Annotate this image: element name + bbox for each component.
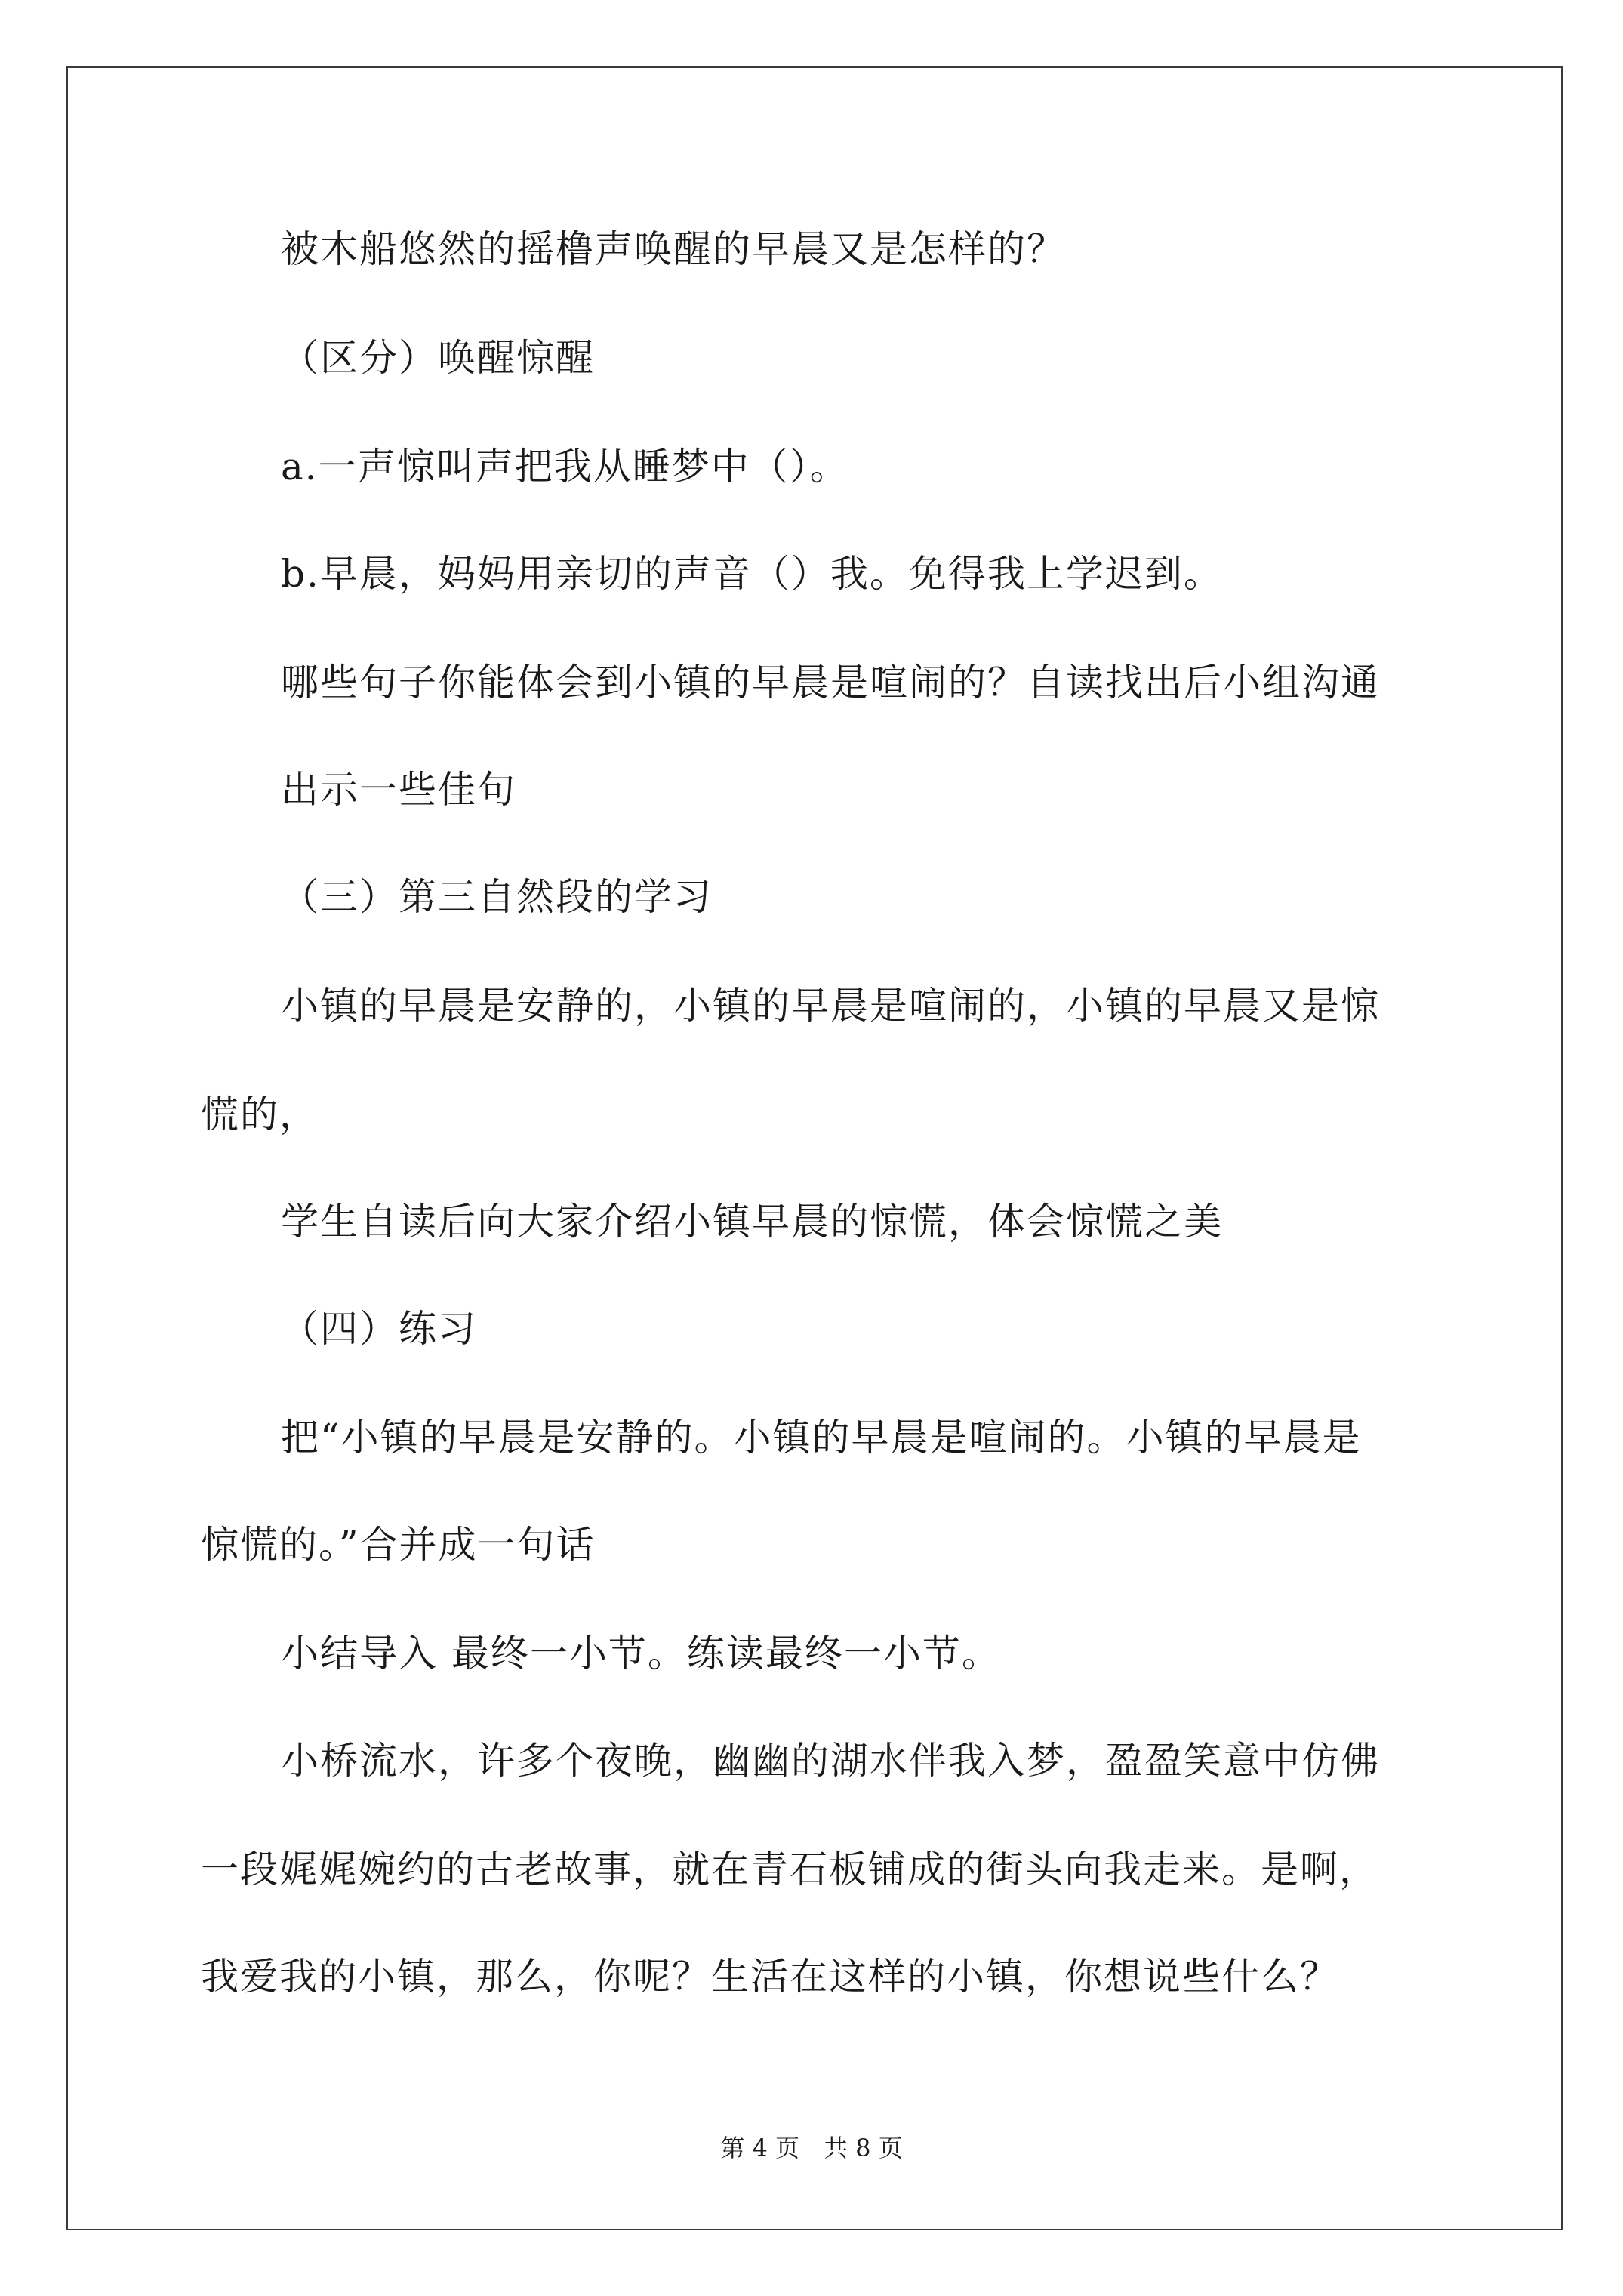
page-number-footer: 第 4 页 共 8 页 bbox=[720, 2134, 903, 2162]
paragraph-line: 被木船悠然的摇橹声唤醒的早晨又是怎样的？ bbox=[281, 227, 1066, 271]
paragraph-line: 小镇的早晨是安静的，小镇的早晨是喧闹的，小镇的早晨又是惊 bbox=[281, 984, 1380, 1028]
paragraph-line: 惊慌的。”合并成一句话 bbox=[201, 1523, 596, 1567]
paragraph-line: 哪些句子你能体会到小镇的早晨是喧闹的？自读找出后小组沟通 bbox=[281, 661, 1380, 704]
section-heading: （三）第三自然段的学习 bbox=[281, 875, 713, 919]
paragraph-line: 学生自读后向大家介绍小镇早晨的惊慌，体会惊慌之美 bbox=[281, 1200, 1223, 1244]
paragraph-line: 把“小镇的早晨是安静的。小镇的早晨是喧闹的。小镇的早晨是 bbox=[281, 1416, 1362, 1459]
paragraph-line: a.一声惊叫声把我从睡梦中（）。 bbox=[281, 445, 849, 488]
paragraph-line: 一段娓娓婉约的古老故事，就在青石板铺成的街头向我走来。是啊， bbox=[201, 1848, 1378, 1891]
paragraph-line: （区分）唤醒惊醒 bbox=[281, 336, 595, 380]
page-border bbox=[66, 66, 1563, 2230]
paragraph-line: b.早晨，妈妈用亲切的声音（）我。免得我上学迟到。 bbox=[281, 552, 1223, 596]
paragraph-line: 我爱我的小镇，那么，你呢？生活在这样的小镇，你想说些什么？ bbox=[201, 1955, 1339, 1999]
paragraph-line: 小桥流水，许多个夜晚，幽幽的湖水伴我入梦，盈盈笑意中仿佛 bbox=[281, 1739, 1380, 1783]
paragraph-line: 小结导入 最终一小节。练读最终一小节。 bbox=[281, 1632, 1001, 1675]
paragraph-line: 出示一些佳句 bbox=[281, 768, 516, 812]
section-heading: （四）练习 bbox=[281, 1307, 477, 1351]
paragraph-line: 慌的， bbox=[201, 1093, 319, 1136]
